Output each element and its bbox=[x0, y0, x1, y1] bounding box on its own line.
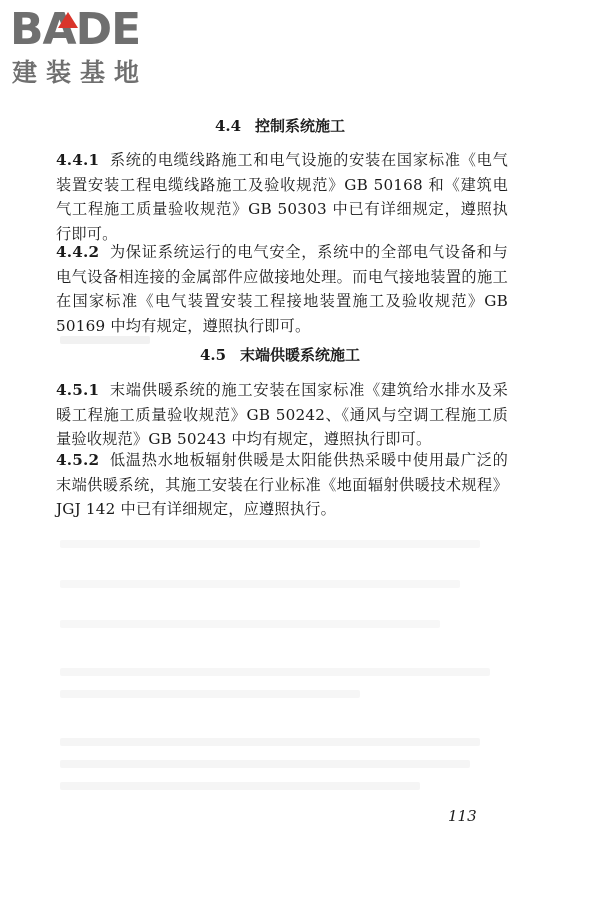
paragraph-4-5-2 bbox=[56, 448, 508, 522]
paragraph-text: 低温热水地板辐射供暖是太阳能供热采暖中使用最广泛的末端供暖系统，其施工安装在行业标准《地面辐射供暖技术规程》JGJ 142 中已有详细规定，应遵照执行。 bbox=[56, 451, 508, 518]
paragraph-text: 系统的电缆线路施工和电气设施的安装在国家标准《电气装置安装工程电缆线路施工及验收规范》GB 50168 和《建筑电气工程施工质量验收规范》GB 50303 中已有详细规定，遵照执行即可。 bbox=[56, 151, 508, 243]
paragraph-4-4-1 bbox=[56, 148, 508, 246]
bleed-through-mark bbox=[60, 782, 420, 790]
paragraph-number: 4.5.1 bbox=[56, 381, 100, 399]
paragraph-text: 末端供暖系统的施工安装在国家标准《建筑给水排水及采暖工程施工质量验收规范》GB 50242、《通风与空调工程施工质量验收规范》GB 50243 中均有规定，遵照执行即可。 bbox=[56, 381, 508, 448]
bleed-through-mark bbox=[60, 620, 440, 628]
section-heading-4-5 bbox=[0, 345, 560, 365]
bleed-through-mark bbox=[60, 668, 490, 676]
bleed-through-mark bbox=[60, 336, 150, 344]
bleed-through-mark bbox=[60, 760, 470, 768]
bleed-through-mark bbox=[60, 580, 460, 588]
section-title-text: 末端供暖系统施工 bbox=[240, 346, 361, 364]
page-number: 113 bbox=[448, 807, 477, 825]
paragraph-text: 为保证系统运行的电气安全，系统中的全部电气设备和与电气设备相连接的金属部件应做接地处理。而电气接地装置的施工在国家标准《电气装置安装工程接地装置施工及验收规范》GB 50169 中均有规定，遵照执行即可。 bbox=[56, 243, 508, 335]
logo-accent-triangle-icon bbox=[58, 12, 78, 28]
bleed-through-mark bbox=[60, 540, 480, 548]
bade-logo bbox=[10, 6, 175, 90]
paragraph-number: 4.5.2 bbox=[56, 451, 100, 469]
logo-subtitle: 建装基地 bbox=[12, 58, 149, 87]
bleed-through-mark bbox=[60, 738, 480, 746]
bleed-through-mark bbox=[60, 690, 360, 698]
paragraph-4-4-2 bbox=[56, 240, 508, 338]
paragraph-4-5-1 bbox=[56, 378, 508, 452]
logo-wordmark: BADE bbox=[10, 4, 141, 55]
section-number: 4.5 bbox=[199, 346, 227, 364]
paragraph-number: 4.4.1 bbox=[56, 151, 100, 169]
section-number: 4.4 bbox=[214, 117, 242, 135]
paragraph-number: 4.4.2 bbox=[56, 243, 100, 261]
section-title-text: 控制系统施工 bbox=[255, 117, 346, 135]
section-heading-4-4 bbox=[0, 116, 560, 136]
